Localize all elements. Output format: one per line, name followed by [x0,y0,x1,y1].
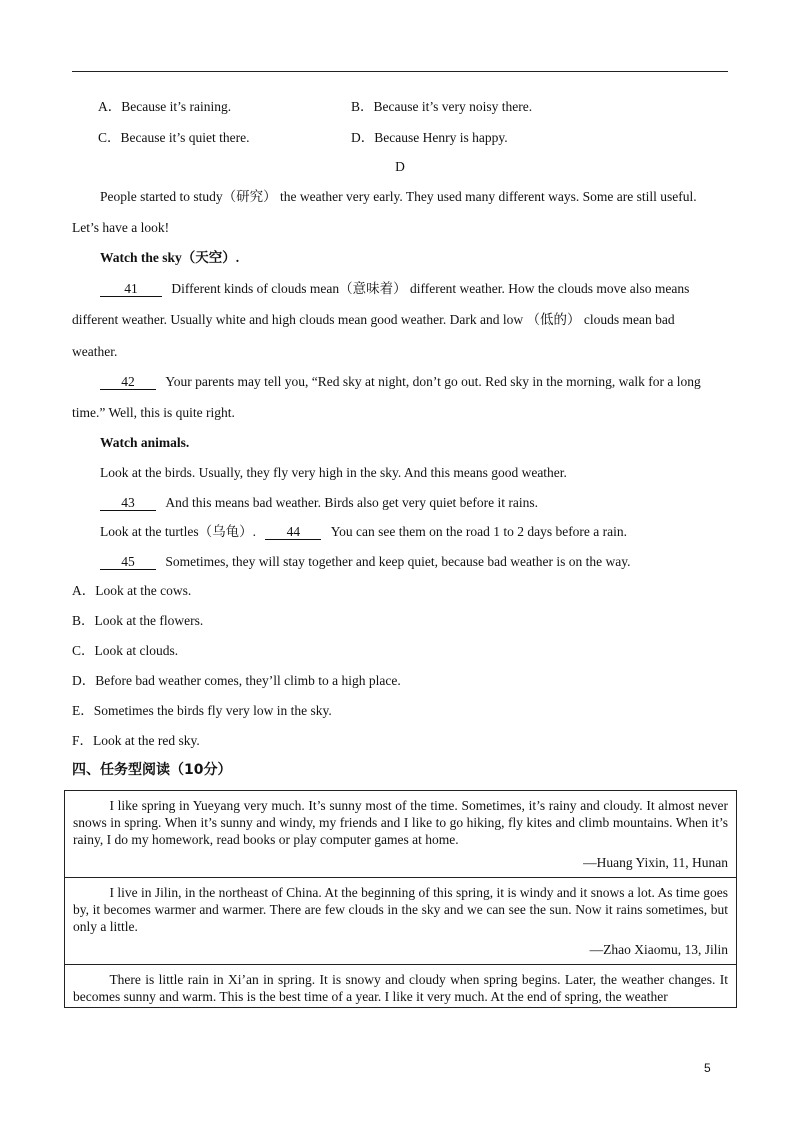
option-c-prev[interactable]: C．Because it’s quiet there. [98,130,250,145]
option-a-prev[interactable]: A．Because it’s raining. [98,99,232,114]
paragraph-45 [100,553,631,571]
option-c[interactable]: C．Look at clouds. [72,643,179,658]
passage-box-2 [64,877,737,964]
section-letter: D [395,159,405,174]
section-4-heading: 四、任务型阅读（10分） [72,762,232,778]
option-f[interactable]: F．Look at the red sky. [72,733,200,748]
passage-1-text: I like spring in Yueyang very much. It’s sunny most of the time. Sometimes, it’s rainy and cloudy. It almost never snows in spring. When it’s sunny and windy, my friends and I like to go hiking, fly kites and climb mountains. When it’s rainy, I do my homework, read books or play computer games at home. [73,798,728,847]
paragraph-41-line-3: weather. [72,344,118,359]
paragraph-42-line-1 [100,373,701,391]
paragraph-41-line-2: different weather. Usually white and high clouds mean good weather. Dark and low （低的） clouds mean bad [72,312,675,327]
option-d[interactable]: D．Before bad weather comes, they’ll climb to a high place. [72,673,401,688]
turtles-prefix: Look at the turtles（乌龟）. [100,524,256,539]
option-b[interactable]: B．Look at the flowers. [72,613,204,628]
paragraph-42-text: Your parents may tell you, “Red sky at night, don’t go out. Red sky in the morning, walk for a long [165,374,701,389]
option-a[interactable]: A．Look at the cows. [72,583,192,598]
paragraph-44-text: You can see them on the road 1 to 2 days before a rain. [330,524,628,539]
passage-box-3 [64,964,737,1008]
blank-42[interactable]: 42 [100,374,156,390]
option-b-prev[interactable]: B．Because it’s very noisy there. [351,99,533,114]
paragraph-45-text: Sometimes, they will stay together and keep quiet, because bad weather is on the way. [165,554,631,569]
paragraph-41-text: Different kinds of clouds mean（意味着） different weather. How the clouds move also means [171,281,690,296]
intro-line-2: Let’s have a look! [72,220,170,235]
passage-1-signature: —Huang Yixin, 11, Hunan [583,855,728,870]
blank-43[interactable]: 43 [100,495,156,511]
heading-watch-sky: Watch the sky（天空）. [100,250,240,265]
blank-44[interactable]: 44 [265,524,321,540]
paragraph-41-line-1 [100,280,689,298]
passage-2-signature: —Zhao Xiaomu, 13, Jilin [589,942,728,957]
paragraph-44 [100,523,627,541]
paragraph-42-line-2: time.” Well, this is quite right. [72,405,235,420]
heading-watch-animals: Watch animals. [100,435,190,450]
paragraph-43-text: And this means bad weather. Birds also get very quiet before it rains. [165,495,539,510]
blank-41[interactable]: 41 [100,281,162,297]
passage-2-text: I live in Jilin, in the northeast of China. At the beginning of this spring, it is windy and it snows a lot. As time goes by, it becomes warmer and warmer. There are few clouds in the sky and we can see the sun. Now it rains sometimes, but only a little. [73,885,728,934]
paragraph-43 [100,494,538,512]
blank-45[interactable]: 45 [100,554,156,570]
intro-line-1: People started to study（研究） the weather very early. They used many different ways. Some are still useful. [100,189,697,204]
passage-3-text: There is little rain in Xi’an in spring. It is snowy and cloudy when spring begins. Later, the weather changes. It becomes sunny and warm. This is the best time of a year. I like it very much. At the end of spring, the weather [73,972,728,1004]
option-d-prev[interactable]: D．Because Henry is happy. [351,130,508,145]
passage-box-1 [64,790,737,877]
birds-line: Look at the birds. Usually, they fly very high in the sky. And this means good weather. [100,465,567,480]
option-e[interactable]: E．Sometimes the birds fly very low in the sky. [72,703,332,718]
passages-table [64,790,737,1008]
header-rule [72,71,728,72]
page-number: 5 [704,1061,711,1075]
